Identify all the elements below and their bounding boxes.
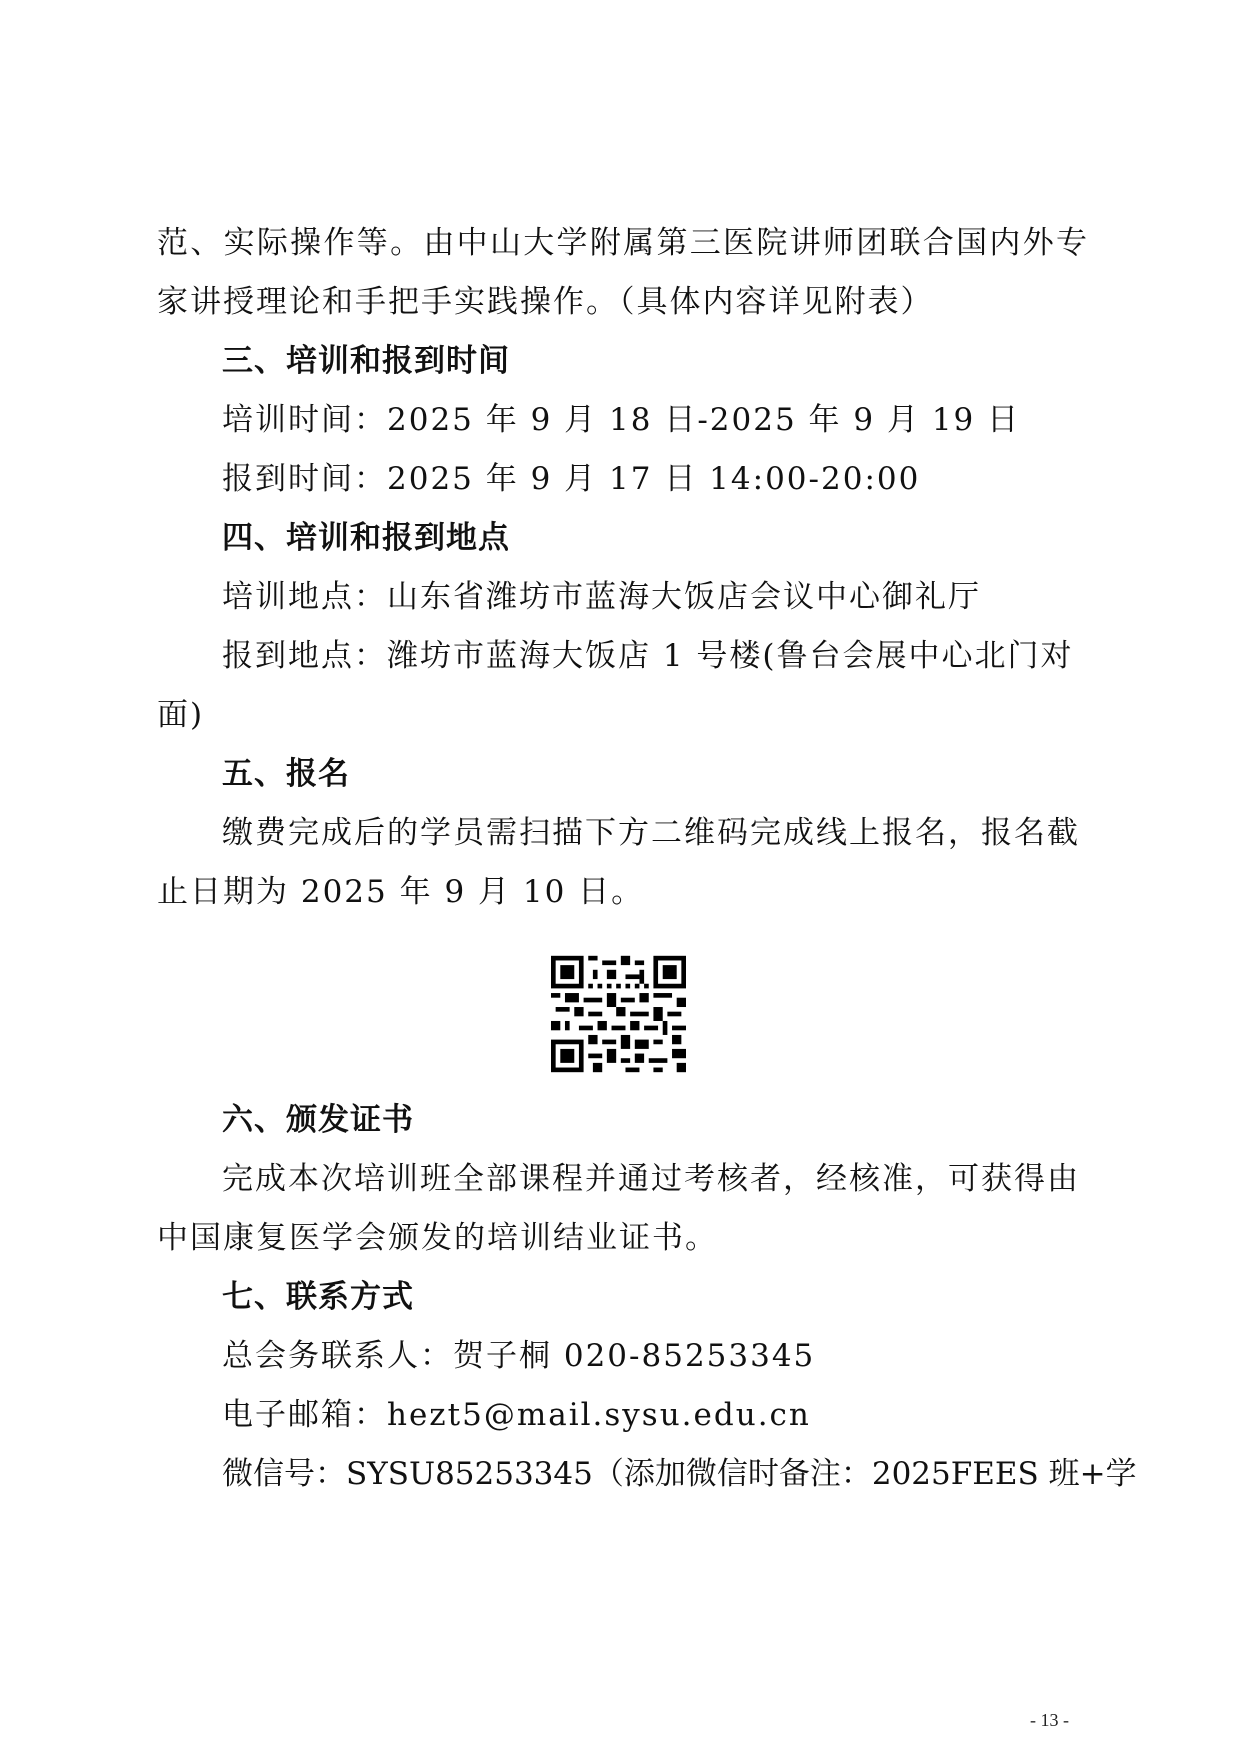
- paragraph-line: 止日期为 2025 年 9 月 10 日。: [157, 874, 645, 910]
- paragraph-line: 报到地点：潍坊市蓝海大饭店 1 号楼(鲁台会展中心北门对: [222, 638, 1074, 674]
- paragraph-line: 范、实际操作等。由中山大学附属第三医院讲师团联合国内外专: [157, 225, 1087, 261]
- section-heading: 四、培训和报到地点: [222, 520, 510, 556]
- paragraph-line: 中国康复医学会颁发的培训结业证书。: [157, 1220, 718, 1256]
- paragraph-line: 缴费完成后的学员需扫描下方二维码完成线上报名，报名截: [222, 815, 1080, 851]
- section-heading: 六、颁发证书: [222, 1102, 414, 1138]
- paragraph-line: 面): [157, 697, 205, 733]
- paragraph-line: 电子邮箱：hezt5@mail.sysu.edu.cn: [222, 1397, 811, 1433]
- paragraph-line: 总会务联系人：贺子桐 020-85253345: [222, 1338, 816, 1374]
- paragraph-line: 完成本次培训班全部课程并通过考核者，经核准，可获得由: [222, 1161, 1080, 1197]
- section-heading: 七、联系方式: [222, 1279, 414, 1315]
- page-number: - 13 -: [1030, 1710, 1069, 1730]
- paragraph-line: 微信号：SYSU85253345（添加微信时备注：2025FEES 班+学: [222, 1456, 1137, 1492]
- paragraph-line: 培训地点：山东省潍坊市蓝海大饭店会议中心御礼厅: [222, 579, 981, 615]
- qr-code-image[interactable]: [551, 955, 686, 1073]
- paragraph-line: 家讲授理论和手把手实践操作。（具体内容详见附表）: [157, 284, 934, 320]
- paragraph-line: 报到时间：2025 年 9 月 17 日 14:00-20:00: [222, 461, 921, 497]
- paragraph-line: 培训时间：2025 年 9 月 18 日-2025 年 9 月 19 日: [222, 402, 1021, 438]
- section-heading: 三、培训和报到时间: [222, 343, 510, 379]
- section-heading: 五、报名: [222, 756, 350, 792]
